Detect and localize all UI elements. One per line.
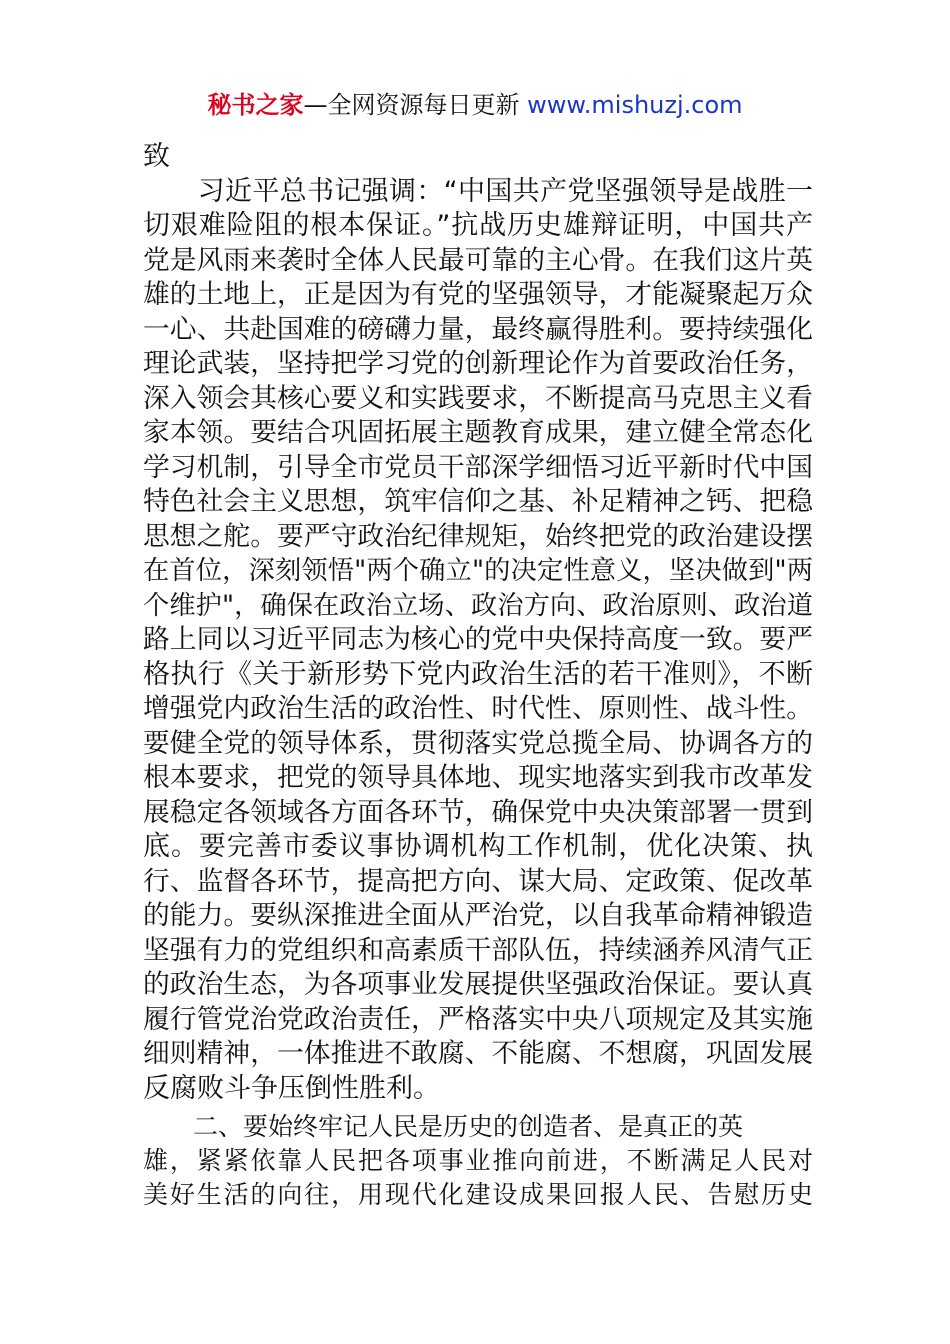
text-line: 细则精神，一体推进不敢腐、不能腐、不想腐，巩固发展 bbox=[143, 1038, 813, 1069]
text-line: 要健全党的领导体系，贯彻落实党总揽全局、协调各方的 bbox=[143, 727, 813, 759]
text-line: 坚强有力的党组织和高素质干部队伍，持续涵养风清气正 bbox=[143, 934, 813, 966]
text-line: 个维护"，确保在政治立场、政治方向、政治原则、政治道 bbox=[143, 590, 813, 621]
site-brand: 秘书之家 bbox=[207, 91, 304, 119]
text-line: 理论武装，坚持把学习党的创新理论作为首要政治任务， bbox=[143, 348, 813, 379]
text-line: 底。要完善市委议事协调机构工作机制，优化决策、执 bbox=[143, 831, 813, 862]
document-body bbox=[143, 140, 813, 1212]
text-line: 的政治生态，为各项事业发展提供坚强政治保证。要认真 bbox=[143, 969, 813, 1000]
text-line: 一心、共赴国难的磅礴力量，最终赢得胜利。要持续强化 bbox=[143, 313, 813, 345]
text-line: 行、监督各环节，提高把方向、谋大局、定政策、促改革 bbox=[143, 865, 813, 897]
text-line: 家本领。要结合巩固拓展主题教育成果，建立健全常态化 bbox=[143, 417, 813, 448]
site-slogan: —全网资源每日更新 bbox=[303, 91, 528, 119]
text-line: 路上同以习近平同志为核心的党中央保持高度一致。要严 bbox=[143, 624, 813, 655]
text-line: 致 bbox=[143, 141, 170, 172]
site-url-link[interactable]: www.mishuzj.com bbox=[527, 91, 743, 119]
text-line: 履行管党治党政治责任，严格落实中央八项规定及其实施 bbox=[143, 1003, 813, 1035]
text-line: 格执行《关于新形势下党内政治生活的若干准则》，不断 bbox=[143, 658, 813, 690]
text-line: 在首位，深刻领悟"两个确立"的决定性意义，坚决做到"两 bbox=[143, 556, 813, 586]
text-line: 展稳定各领域各方面各环节，确保党中央决策部署一贯到 bbox=[143, 796, 813, 828]
text-line: 根本要求，把党的领导具体地、现实地落实到我市改革发 bbox=[143, 762, 813, 793]
section-heading-line: 二、要始终牢记人民是历史的创造者、是真正的英 bbox=[143, 1112, 744, 1141]
text-line: 特色社会主义思想，筑牢信仰之基、补足精神之钙、把稳 bbox=[143, 486, 813, 517]
section-text-line: 美好生活的向往，用现代化建设成果回报人民、告慰历史 bbox=[143, 1180, 813, 1209]
text-line: 增强党内政治生活的政治性、时代性、原则性、战斗性。 bbox=[143, 693, 813, 724]
text-line: 切艰难险阻的根本保证。”抗战历史雄辩证明，中国共产 bbox=[143, 210, 813, 241]
paragraph-last-line: 反腐败斗争压倒性胜利。 bbox=[143, 1072, 440, 1104]
text-line: 党是风雨来袭时全体人民最可靠的主心骨。在我们这片英 bbox=[143, 244, 813, 276]
text-line: 思想之舵。要严守政治纪律规矩，始终把党的政治建设摆 bbox=[143, 520, 813, 552]
paragraph-first-line: 习近平总书记强调：“中国共产党坚强领导是战胜一 bbox=[143, 175, 813, 207]
text-line: 的能力。要纵深推进全面从严治党，以自我革命精神锻造 bbox=[143, 900, 813, 931]
site-header bbox=[0, 88, 950, 122]
text-line: 学习机制，引导全市党员干部深学细悟习近平新时代中国 bbox=[143, 451, 813, 483]
text-line: 深入领会其核心要义和实践要求，不断提高马克思主义看 bbox=[143, 382, 813, 414]
section-text-line: 雄，紧紧依靠人民把各项事业推向前进，不断满足人民对 bbox=[143, 1146, 813, 1175]
text-line: 雄的土地上，正是因为有党的坚强领导，才能凝聚起万众 bbox=[143, 279, 813, 310]
